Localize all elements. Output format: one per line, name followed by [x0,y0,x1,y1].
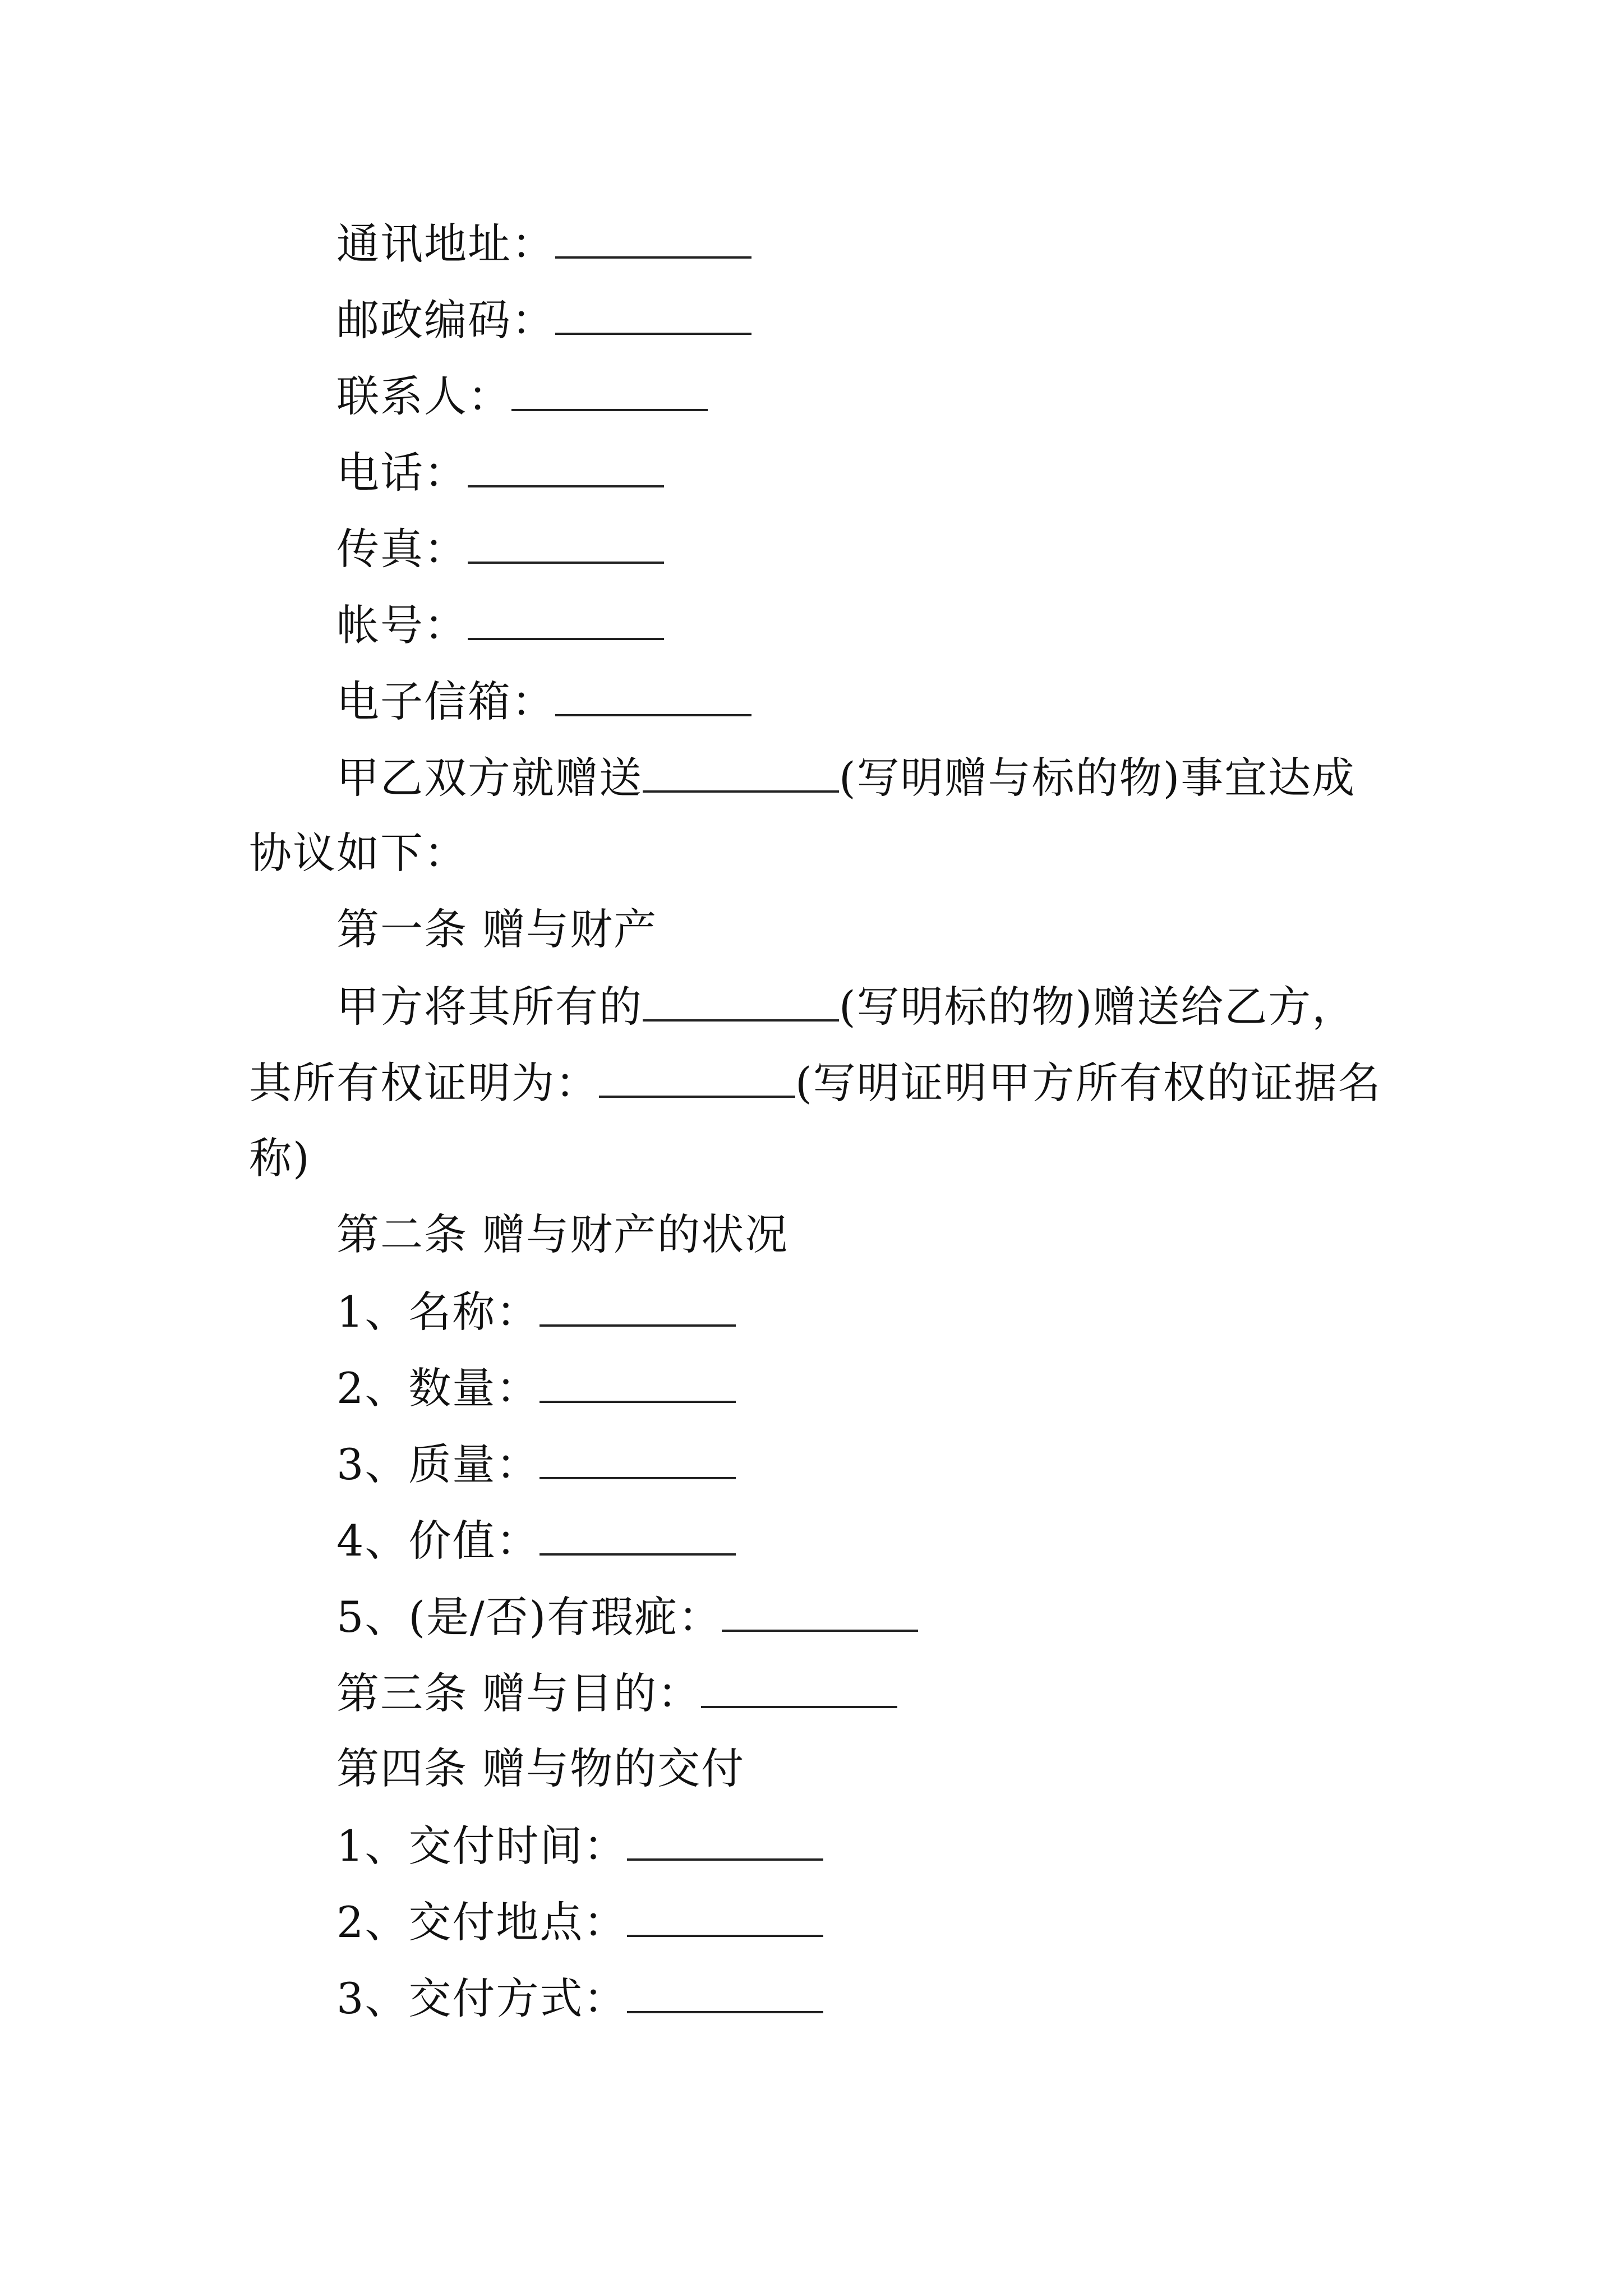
article-4-heading: 第四条 赠与物的交付 [336,1743,745,1793]
item-label: 3、质量： [336,1439,540,1489]
delivery-method-blank [627,1976,823,2013]
phone-label: 电话： [336,448,468,498]
phone-blank [468,450,664,487]
intro-line-1 [336,753,1356,803]
address-label: 通讯地址： [336,219,555,269]
item-label: 2、交付地点： [336,1897,628,1947]
item-label: 5、(是/否)有瑕疵： [336,1592,722,1642]
ownership-blank [599,1061,795,1098]
defect-blank [722,1595,918,1632]
intro-text-2: 协议如下： [249,828,468,878]
item-label: 4、价值： [336,1516,540,1566]
article-1-line-2 [249,1058,1382,1108]
article-1-line-1 [336,982,1356,1032]
article-4-title [336,1743,745,1793]
article-1-title [336,904,658,954]
account-field [336,600,664,650]
article-1-text-before: 甲方将其所有的 [336,982,643,1032]
delivery-place-blank [627,1900,823,1937]
fax-label: 传真： [336,524,468,574]
item-label: 2、数量： [336,1363,540,1413]
fax-blank [468,527,664,564]
postal-label: 邮政编码： [336,295,555,345]
intro-text-before: 甲乙双方就赠送 [336,753,643,803]
intro-line-2 [249,828,468,878]
article-2-title [336,1209,789,1259]
delivery-time-blank [627,1824,823,1861]
subject-blank [643,984,839,1022]
quantity-blank [540,1366,736,1403]
postal-blank [555,298,751,335]
name-blank [540,1290,736,1327]
phone-field [336,448,664,498]
article-1-line-3 [249,1133,311,1183]
intro-text-after: (写明赠与标的物)事宜达成 [839,753,1356,803]
contact-blank [511,374,708,411]
account-label: 帐号： [336,600,468,650]
ownership-text-end: 称) [249,1133,311,1183]
article-4-item-time [336,1821,823,1871]
postal-field [336,295,751,345]
item-label: 1、交付时间： [336,1821,628,1871]
contact-label: 联系人： [336,371,511,421]
article-1-text-after: (写明标的物)赠送给乙方， [839,982,1356,1032]
article-4-item-method [336,1973,823,2023]
gift-object-blank [643,756,839,793]
article-3-heading: 第三条 赠与目的： [336,1668,702,1718]
email-label: 电子信箱： [336,677,555,726]
ownership-text-after: (写明证明甲方所有权的证据名 [795,1058,1382,1108]
address-blank [555,222,751,259]
article-2-item-value [336,1516,736,1566]
email-blank [555,679,751,716]
item-label: 3、交付方式： [336,1973,628,2023]
account-blank [468,603,664,640]
article-2-item-defect [336,1592,918,1642]
quality-blank [540,1442,736,1479]
email-field [336,677,751,726]
address-field [336,219,751,269]
article-2-item-quantity [336,1363,736,1413]
fax-field [336,524,664,574]
article-1-heading: 第一条 赠与财产 [336,904,658,954]
article-3-title [336,1668,897,1718]
purpose-blank [701,1671,897,1708]
article-2-item-quality [336,1439,736,1489]
article-2-heading: 第二条 赠与财产的状况 [336,1209,789,1259]
ownership-text-before: 其所有权证明为： [249,1058,599,1108]
article-2-item-name [336,1287,736,1337]
value-blank [540,1519,736,1556]
item-label: 1、名称： [336,1287,540,1337]
article-4-item-place [336,1897,823,1947]
contact-field [336,371,708,421]
